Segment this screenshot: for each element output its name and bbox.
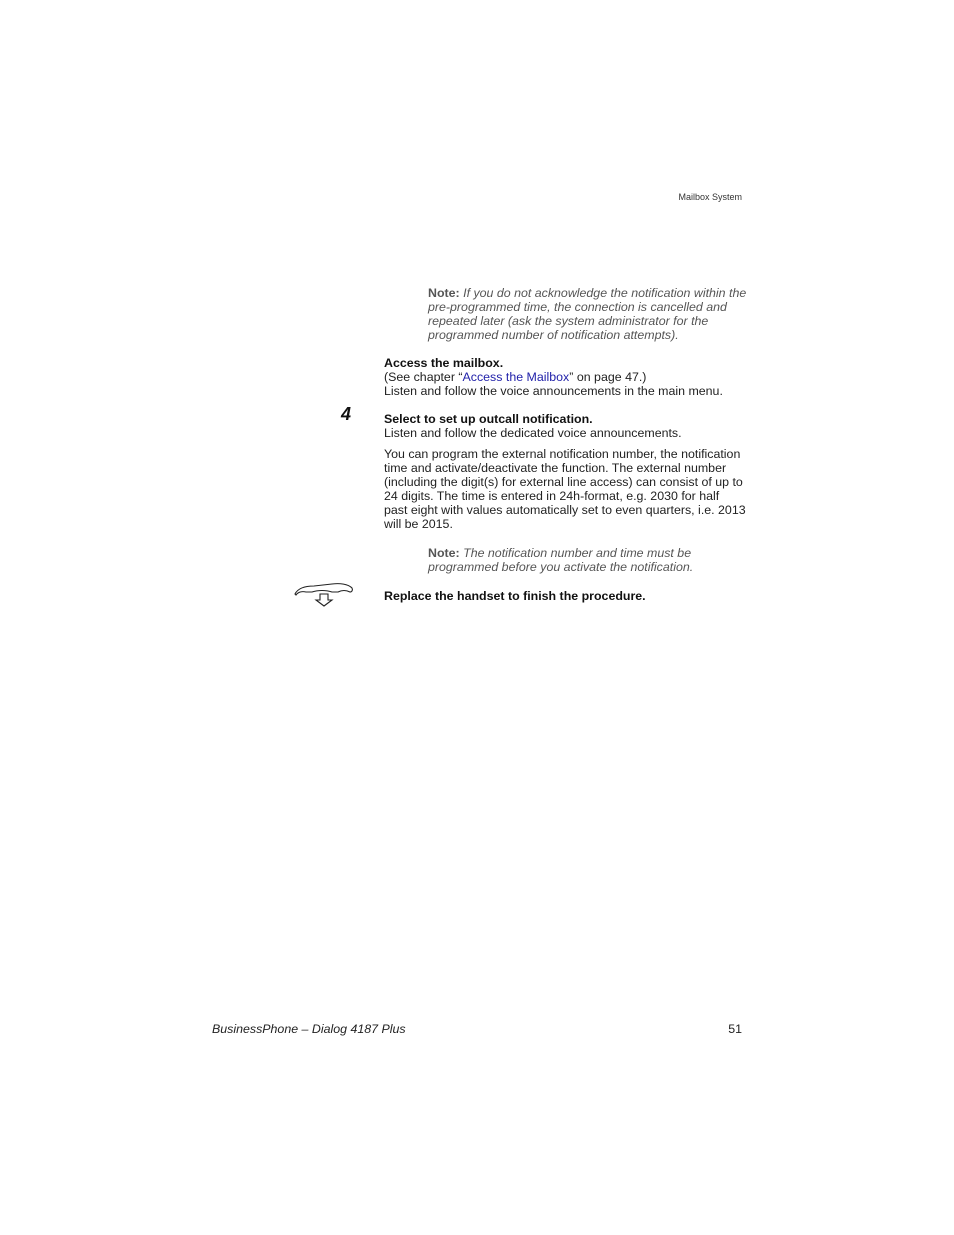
access-title: Access the mailbox. — [384, 356, 504, 370]
see-prefix: (See chapter “ — [384, 370, 463, 384]
note-label: Note: — [428, 286, 460, 300]
note-programmed — [428, 546, 728, 574]
outcall-step-block — [384, 412, 746, 531]
note-text: The notification number and time must be programmed before you activate the notification. — [428, 546, 694, 574]
footer-title: BusinessPhone – Dialog 4187 Plus — [212, 1022, 406, 1036]
handset-down-icon — [292, 580, 356, 611]
access-listen: Listen and follow the voice announcements in the main menu. — [384, 384, 723, 398]
see-suffix: ” on page 47.) — [569, 370, 647, 384]
replace-handset-text: Replace the handset to finish the procedure. — [384, 589, 646, 603]
running-header: Mailbox System — [678, 192, 742, 202]
note-acknowledge — [428, 286, 748, 342]
step-number: 4 — [341, 404, 352, 424]
access-mailbox-link[interactable]: Access the Mailbox — [462, 370, 570, 384]
step-title: Select to set up outcall notification. — [384, 412, 593, 426]
note-label: Note: — [428, 546, 460, 560]
access-mailbox-block — [384, 356, 746, 398]
see-chapter — [384, 370, 746, 384]
step-body: You can program the external notification number, the notification time and activate/deactivate the function. The external number (including the digit(s) for external line access) can consist of up to 24 digits. The time is entered in 24h-format, e.g. 2030 for half past eight with values automatically set to even quarters, i.e. 2013 will be 2015. — [384, 447, 746, 531]
note-text: If you do not acknowledge the notification within the pre-programmed time, the connection is cancelled and repeated later (ask the system administrator for the programmed number of notification attempts). — [428, 286, 747, 342]
page-number: 51 — [728, 1022, 742, 1036]
step-listen: Listen and follow the dedicated voice announcements. — [384, 426, 682, 440]
